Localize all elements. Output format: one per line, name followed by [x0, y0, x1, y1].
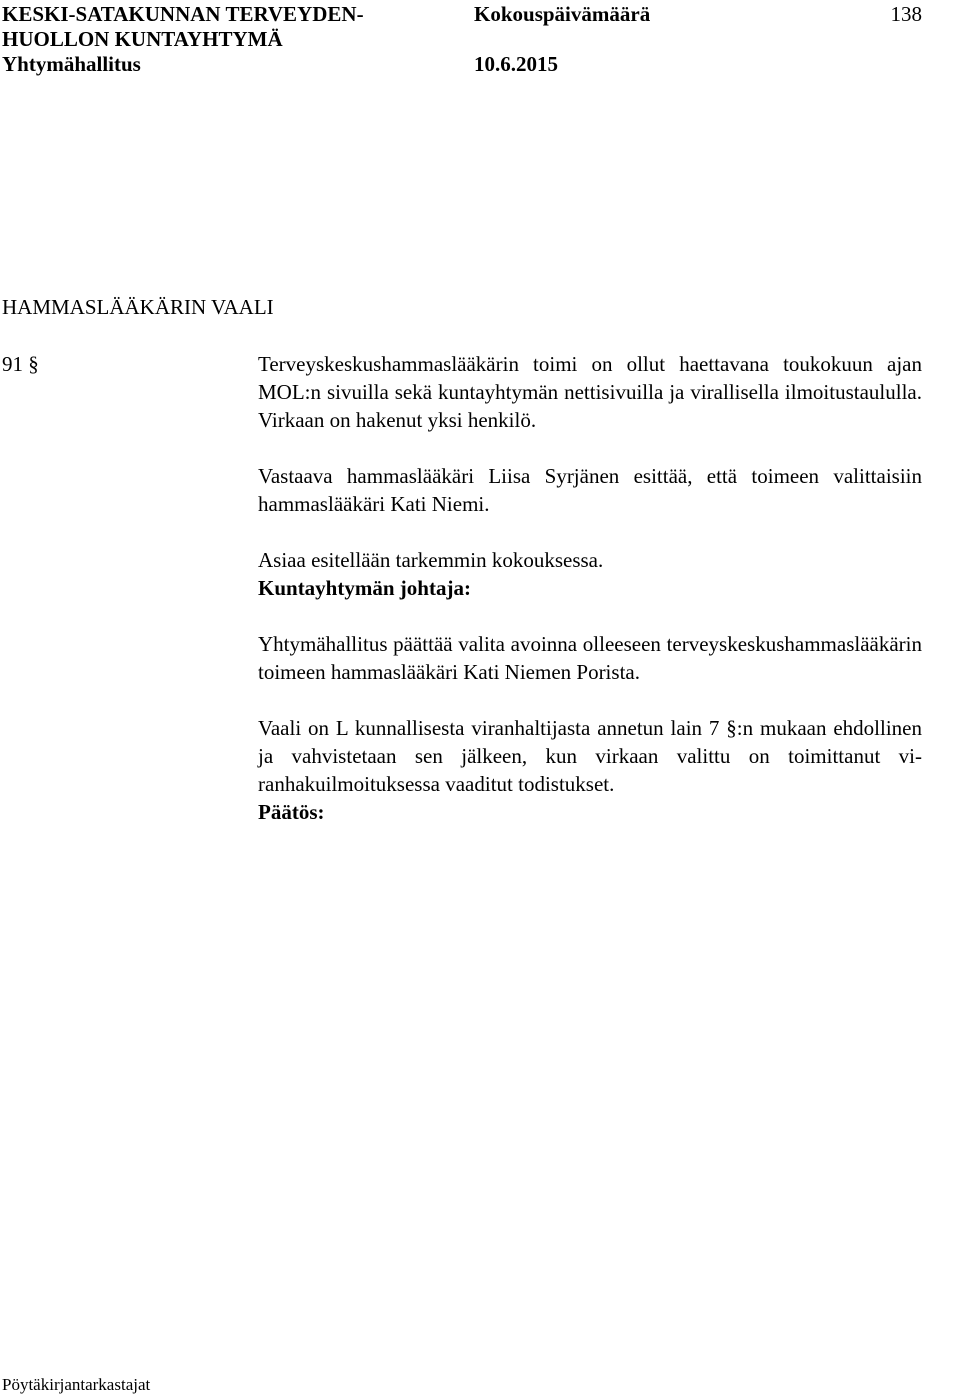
- paragraph-recommendation: Vastaava hammaslääkäri Liisa Syrjänen esittää, että toimeen valittaisiin hammaslääkäri Kati Niemi.: [258, 464, 922, 516]
- paragraph-proposal: Yhtymähallitus päättää valita avoinna olleeseen terveyskeskushammaslääkärin toimeen hammaslääkäri Kati Niemen Porista.: [258, 632, 922, 684]
- proposal-heading: Kuntayhtymän johtaja:: [258, 576, 471, 600]
- item-number: 91 §: [2, 352, 39, 376]
- page-number: 138: [890, 2, 922, 26]
- decision-heading: Päätös:: [258, 800, 325, 824]
- paragraph-conditions: Vaali on L kunnallisesta viranhaltijasta annetun lain 7 §:n mukaan ehdollinen ja vahvistetaan sen jälkeen, kun virkaan valittu on toimittanut viranhakuilmoituksessa vaaditut todistukset.: [258, 716, 922, 796]
- meeting-date-label: Kokouspäivämäärä: [474, 2, 651, 26]
- meeting-date: 10.6.2015: [474, 52, 558, 76]
- section-title: HAMMASLÄÄKÄRIN VAALI: [2, 295, 274, 319]
- organization-name-line-2: HUOLLON KUNTAYHTYMÄ: [2, 27, 283, 51]
- governing-body-name: Yhtymähallitus: [2, 52, 141, 76]
- footer-reviewers-label: Pöytäkirjantarkastajat: [2, 1375, 151, 1394]
- organization-name-line-1: KESKI-SATAKUNNAN TERVEYDEN-: [2, 2, 364, 26]
- paragraph-background: Terveyskeskushammaslääkärin toimi on ollut haettavana toukokuun ajan MOL:n sivuilla sekä kuntayhtymän nettisivuilla ja virallisella ilmoitustaululla. Virkaan on hakenut yksi henkilö.: [258, 352, 922, 432]
- paragraph-presentation: Asiaa esitellään tarkemmin kokouksessa.: [258, 548, 604, 572]
- minutes-content: [258, 350, 922, 826]
